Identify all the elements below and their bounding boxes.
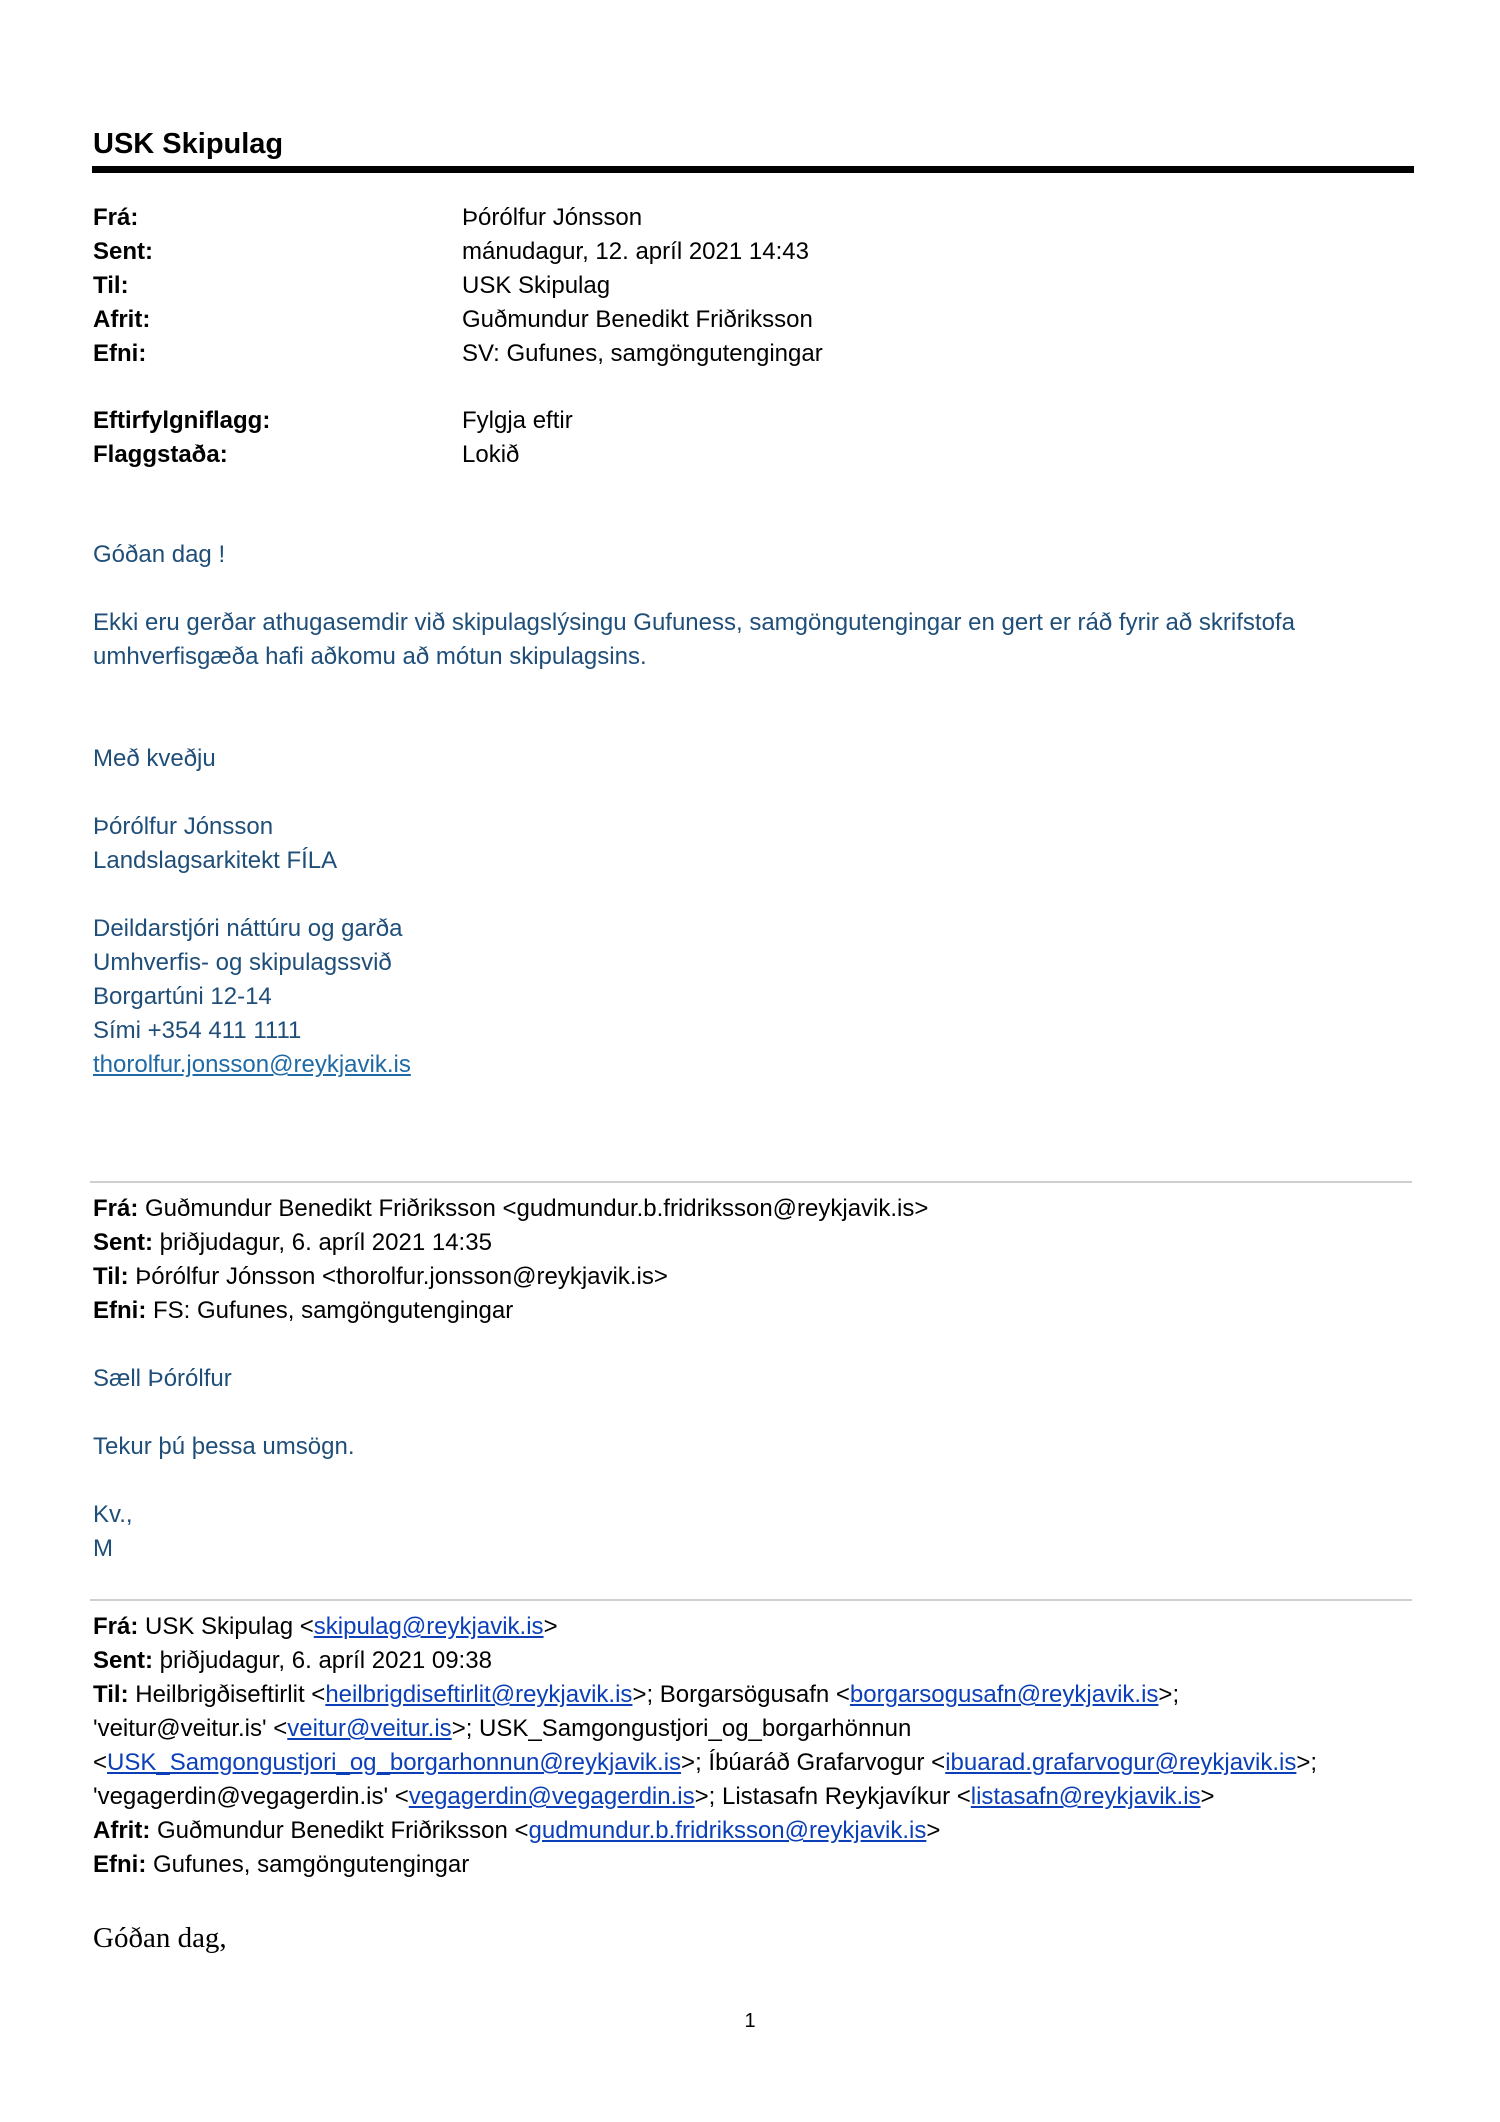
header-value: Þórólfur Jónsson <thorolfur.jonsson@reykjavik.is> (135, 1263, 668, 1290)
flag-label: Eftirfylgniflagg: (93, 407, 271, 434)
header-label: Til: (93, 1263, 129, 1290)
header-label: Sent: (93, 1647, 153, 1674)
header-row-from (93, 201, 1393, 235)
header-value: Guðmundur Benedikt Friðriksson (462, 306, 813, 333)
message1-closing: Með kveðju (93, 745, 216, 772)
message2-sent (93, 1226, 1423, 1260)
header-value: >; (1158, 1681, 1180, 1708)
flag-value: Lokið (462, 441, 520, 468)
email-link[interactable]: skipulag@reykjavik.is (313, 1613, 544, 1640)
message3-greeting: Góðan dag, (93, 1922, 227, 1954)
message2-to (93, 1260, 1423, 1294)
signature-address: Borgartúni 12-14 (93, 983, 272, 1010)
message3-cc (93, 1814, 1423, 1848)
message2-body: Tekur þú þessa umsögn. (93, 1433, 355, 1460)
header-row-subject (93, 337, 1393, 371)
signature-department: Umhverfis- og skipulagssvið (93, 949, 392, 976)
header-value: þriðjudagur, 6. apríl 2021 09:38 (159, 1647, 492, 1674)
header-value: Heilbrigðiseftirlit < (135, 1681, 326, 1708)
flag-row-status (93, 438, 1393, 472)
header-value: USK Skipulag < (145, 1613, 314, 1640)
email-link[interactable]: heilbrigdiseftirlit@reykjavik.is (325, 1681, 633, 1708)
email-link[interactable]: USK_Samgongustjori_og_borgarhonnun@reykjavik.is (107, 1749, 682, 1776)
header-label: Til: (93, 1681, 129, 1708)
header-label: Frá: (93, 1613, 139, 1640)
message2-initial: M (93, 1535, 113, 1562)
flag-label: Flaggstaða: (93, 441, 228, 468)
header-label: Afrit: (93, 306, 151, 333)
message3-from (93, 1610, 1423, 1644)
email-link[interactable]: veitur@veitur.is (287, 1715, 452, 1742)
header-value: mánudagur, 12. apríl 2021 14:43 (462, 238, 809, 265)
document-title: USK Skipulag (93, 128, 284, 160)
message1-body-line: Ekki eru gerðar athugasemdir við skipulagslýsingu Gufuness, samgöngutengingar en gert er ráð fyrir að skrifstofa (93, 609, 1295, 636)
message3-subject (93, 1848, 1423, 1882)
header-label: Efni: (93, 1297, 147, 1324)
signature-email-line (93, 1048, 1413, 1082)
header-label: Til: (93, 272, 129, 299)
header-value: þriðjudagur, 6. apríl 2021 14:35 (159, 1229, 492, 1256)
message1-greeting: Góðan dag ! (93, 541, 226, 568)
header-value: Þórólfur Jónsson (462, 204, 643, 231)
page-number: 1 (744, 2010, 756, 2032)
email-link[interactable]: vegagerdin@vegagerdin.is (408, 1783, 695, 1810)
message2-subject (93, 1294, 1423, 1328)
message-separator (90, 1181, 1412, 1183)
signature-phone: Sími +354 411 1111 (93, 1017, 302, 1044)
header-value: >; Íbúaráð Grafarvogur < (681, 1749, 946, 1776)
message1-body-line: umhverfisgæða hafi aðkomu að mótun skipulagsins. (93, 643, 647, 670)
message-separator (90, 1599, 1412, 1601)
header-value: 'veitur@veitur.is' < (93, 1715, 288, 1742)
header-label: Frá: (93, 1195, 139, 1222)
header-value: >; Listasafn Reykjavíkur < (694, 1783, 971, 1810)
header-value: Guðmundur Benedikt Friðriksson <gudmundur.b.fridriksson@reykjavik.is> (145, 1195, 929, 1222)
header-label: Sent: (93, 238, 153, 265)
header-value: < (93, 1749, 108, 1776)
message2-closing: Kv., (93, 1501, 133, 1528)
header-value: > (926, 1817, 941, 1844)
header-label: Sent: (93, 1229, 153, 1256)
header-value: Guðmundur Benedikt Friðriksson < (157, 1817, 529, 1844)
header-label: Afrit: (93, 1817, 151, 1844)
email-link[interactable]: gudmundur.b.fridriksson@reykjavik.is (528, 1817, 927, 1844)
header-value: Gufunes, samgöngutengingar (153, 1851, 470, 1878)
header-value: >; USK_Samgongustjori_og_borgarhönnun (451, 1715, 912, 1742)
message3-to-line4 (93, 1780, 1423, 1814)
message3-to-line1 (93, 1678, 1423, 1712)
header-label: Efni: (93, 340, 147, 367)
header-value: USK Skipulag (462, 272, 611, 299)
email-link[interactable]: listasafn@reykjavik.is (970, 1783, 1201, 1810)
header-label: Efni: (93, 1851, 147, 1878)
message2-greeting: Sæll Þórólfur (93, 1365, 232, 1392)
header-row-cc (93, 303, 1393, 337)
message3-to-line2 (93, 1712, 1423, 1746)
header-value: SV: Gufunes, samgöngutengingar (462, 340, 823, 367)
email-link[interactable]: ibuarad.grafarvogur@reykjavik.is (945, 1749, 1297, 1776)
signature-email-link[interactable]: thorolfur.jonsson@reykjavik.is (93, 1051, 411, 1078)
message3-to-line3 (93, 1746, 1423, 1780)
signature-role: Deildarstjóri náttúru og garða (93, 915, 403, 942)
header-row-to (93, 269, 1393, 303)
signature-name: Þórólfur Jónsson (93, 813, 274, 840)
flag-value: Fylgja eftir (462, 407, 573, 434)
header-value: 'vegagerdin@vegagerdin.is' < (93, 1783, 409, 1810)
email-link[interactable]: borgarsogusafn@reykjavik.is (849, 1681, 1159, 1708)
header-value: > (1200, 1783, 1215, 1810)
title-rule (92, 166, 1414, 173)
header-value: FS: Gufunes, samgöngutengingar (153, 1297, 514, 1324)
header-row-sent (93, 235, 1393, 269)
header-value: > (543, 1613, 558, 1640)
header-value: >; (1296, 1749, 1318, 1776)
flag-row-followup (93, 404, 1393, 438)
signature-title: Landslagsarkitekt FÍLA (93, 847, 338, 874)
message3-sent (93, 1644, 1423, 1678)
message2-from (93, 1192, 1423, 1226)
header-value: >; Borgarsögusafn < (632, 1681, 850, 1708)
header-label: Frá: (93, 204, 139, 231)
